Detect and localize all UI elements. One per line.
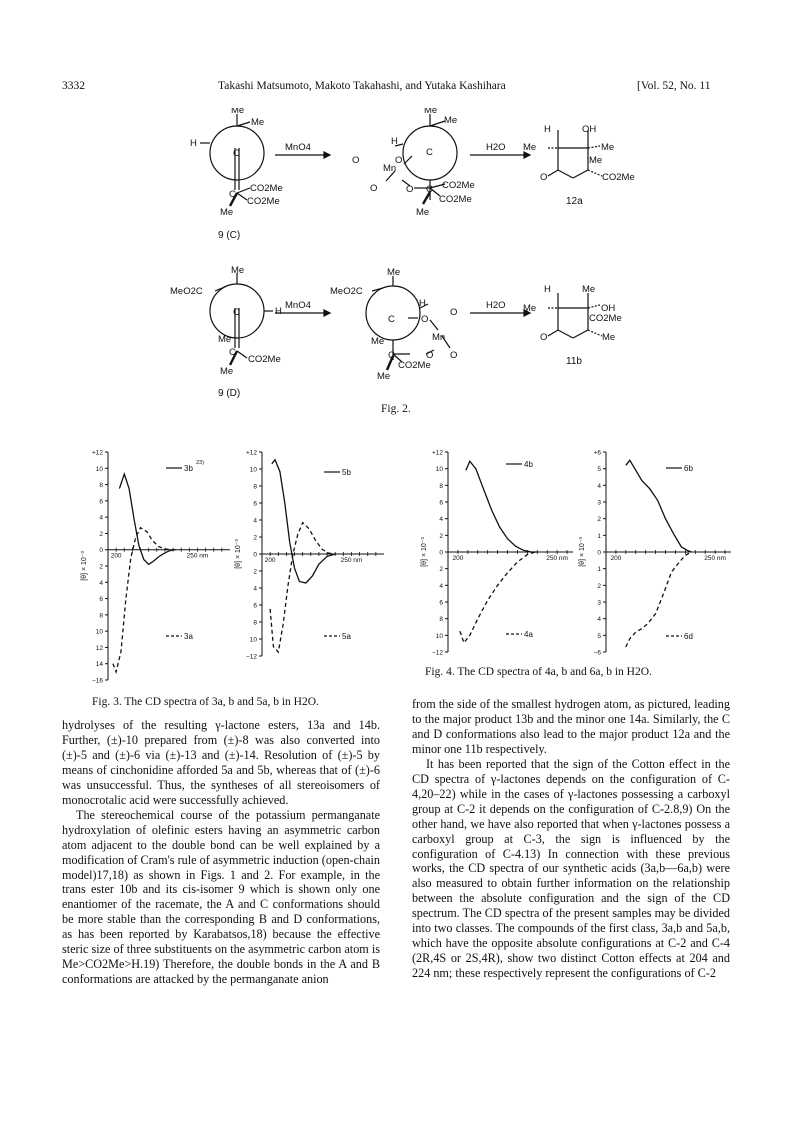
y-tick-label: 2 — [439, 532, 443, 540]
y-tick-label: 6 — [439, 499, 443, 507]
y-tick-label: 10 — [249, 466, 257, 474]
x-tick-label: 200 — [610, 555, 622, 562]
y-tick-label: 4 — [99, 514, 103, 522]
svg-text:Me: Me — [387, 267, 401, 278]
y-tick-label: 0 — [253, 551, 257, 559]
svg-text:O: O — [540, 332, 548, 343]
paragraph: It has been reported that the sign of the Cotton effect in the CD spectra of γ-lactones depends on the configuration of C-4,20–22) while in the cases of γ-lactones possessing a carboxyl group at C-2 it depends on the configuration of C-2.8,9) On the other hand, we have also reported that when γ-lactones possess a carboxyl group at C-3, the sign is influenced by the configuration of C-4.13) In connection with these previous works, the CD spectra of our synthetic acids (3a,b—6a,b) were also measured to obtain further information on the relationship between the absolute configuration and the sign of the CD spectrum. The CD spectra of the present samples may be divided into two classes. The compounds of the first class, 3a,b and 5a,b, which have the opposite absolute configurations at C-2 and C-4 (2R,4S or 2S,4R), show two distinct Cotton effects at 204 and 224 nm; these respectively represent the configurations of C-2 — [412, 756, 730, 981]
svg-text:Me: Me — [602, 332, 616, 343]
y-tick-label: 1 — [597, 532, 601, 540]
legend-label-5a: 5a — [342, 632, 351, 641]
cd-chart-5 — [232, 440, 392, 666]
svg-text:CO2Me: CO2Me — [442, 180, 475, 191]
svg-text:O: O — [406, 184, 414, 195]
y-tick-label: +6 — [593, 449, 601, 457]
y-tick-label: 3 — [597, 599, 601, 607]
svg-text:CO2Me: CO2Me — [589, 313, 622, 324]
x-tick-label: 250 nm — [704, 555, 726, 562]
svg-text:12a: 12a — [566, 196, 583, 207]
y-tick-label: 14 — [95, 661, 103, 669]
y-tick-label: 4 — [253, 585, 257, 593]
y-tick-label: 12 — [95, 644, 103, 652]
svg-text:Me: Me — [231, 265, 245, 276]
svg-text:H: H — [275, 306, 282, 317]
legend-label-3a: 3a — [184, 632, 193, 641]
svg-text:O: O — [395, 155, 403, 166]
svg-text:Me: Me — [218, 334, 232, 345]
y-tick-label: 4 — [439, 582, 443, 590]
legend-label-5b: 5b — [342, 468, 351, 477]
svg-text:H2O: H2O — [486, 142, 506, 153]
y-tick-label: 5 — [597, 632, 601, 640]
svg-text:Me: Me — [220, 207, 234, 218]
y-tick-label: 6 — [253, 602, 257, 610]
svg-text:MeO2C: MeO2C — [330, 286, 363, 297]
y-tick-label: +12 — [91, 449, 103, 457]
svg-text:O: O — [421, 314, 429, 325]
svg-text:CO2Me: CO2Me — [439, 194, 472, 205]
y-tick-label: 8 — [99, 612, 103, 620]
y-tick-label: 3 — [597, 499, 601, 507]
y-tick-label: 2 — [597, 582, 601, 590]
svg-text:9 (C): 9 (C) — [218, 230, 241, 241]
svg-text:9 (D): 9 (D) — [218, 388, 241, 399]
y-tick-label: 2 — [597, 516, 601, 524]
y-tick-label: 10 — [95, 465, 103, 473]
y-tick-label: 4 — [253, 517, 257, 525]
svg-text:O: O — [426, 350, 434, 361]
y-tick-label: 10 — [435, 632, 443, 640]
y-axis-label: [θ] × 10⁻³ — [579, 537, 586, 567]
running-head-volume: [Vol. 52, No. 11 — [637, 80, 711, 92]
y-tick-label: 0 — [597, 549, 601, 557]
svg-text:CO2Me: CO2Me — [398, 360, 431, 371]
svg-text:O: O — [352, 155, 360, 166]
cd-chart-6 — [576, 440, 736, 662]
right-column — [412, 697, 730, 981]
svg-text:C: C — [229, 189, 236, 200]
svg-text:11b: 11b — [566, 356, 582, 367]
y-tick-label: 2 — [439, 566, 443, 574]
y-tick-label: −12 — [245, 653, 257, 661]
y-tick-label: 6 — [439, 599, 443, 607]
svg-text:Me: Me — [589, 155, 603, 166]
figure-3-caption: Fig. 3. The CD spectra of 3a, b and 5a, b in H2O. — [92, 696, 319, 708]
paragraph: The stereochemical course of the potassium permanganate hydroxylation of olefinic esters having an asymmetric carbon atom adjacent to the double bond can be well explained by a modification of Cram's rule of asymmetric induction (open-chain model)17,18) as shown in Figs. 1 and 2. For example, in the trans ester 10b and its cis-isomer 9 which is shown only one enantiomer of the racemate, the A and C conformations should be more stable than the corresponding B and D conformations, as has been reported by Karabatsos,18) because the effective steric size of three substituents on the asymmetric carbon atom is Me>CO2Me>H.19) Therefore, the double bonds in the A and B conformations are attacked by the permanganate anion — [62, 807, 380, 987]
svg-text:C: C — [233, 307, 240, 318]
svg-text:Me: Me — [523, 303, 537, 314]
y-tick-label: −6 — [593, 649, 601, 657]
series-line-5a — [270, 523, 335, 653]
svg-text:MnO4: MnO4 — [285, 300, 311, 311]
svg-text:Mn: Mn — [383, 163, 397, 174]
svg-text:CO2Me: CO2Me — [602, 172, 635, 183]
svg-text:H: H — [190, 138, 197, 149]
y-tick-label: 8 — [99, 482, 103, 490]
y-tick-label: 8 — [253, 483, 257, 491]
y-tick-label: −12 — [431, 649, 443, 657]
y-tick-label: 4 — [597, 616, 601, 624]
y-tick-label: −16 — [91, 677, 103, 685]
svg-text:O: O — [450, 350, 458, 361]
svg-text:Me: Me — [377, 371, 391, 382]
legend-label-3b: 3b — [184, 464, 193, 473]
svg-text:H: H — [544, 124, 551, 135]
y-tick-label: 4 — [597, 482, 601, 490]
series-line-6b — [626, 460, 692, 552]
svg-text:H: H — [419, 298, 426, 309]
svg-text:O: O — [540, 172, 548, 183]
svg-text:CO2Me: CO2Me — [248, 354, 281, 365]
y-tick-label: 2 — [99, 563, 103, 571]
figure-2-scheme — [140, 108, 700, 423]
svg-text:Mn: Mn — [432, 332, 446, 343]
svg-text:C: C — [426, 184, 433, 195]
y-tick-label: 8 — [439, 616, 443, 624]
cd-chart-3 — [78, 440, 238, 690]
x-tick-label: 250 nm — [186, 552, 209, 560]
figure-2-caption: Fig. 2. — [381, 403, 411, 415]
y-tick-label: 0 — [99, 547, 103, 555]
y-tick-label: 10 — [249, 636, 257, 644]
x-tick-label: 200 — [110, 552, 122, 560]
svg-text:Me: Me — [582, 284, 596, 295]
x-tick-label: 250 nm — [340, 557, 363, 564]
y-tick-label: 0 — [439, 549, 443, 557]
paragraph: hydrolyses of the resulting γ-lactone esters, 13a and 14b. Further, (±)-10 prepared from (±)-8 was also converted into (±)-5 and (±)-6 via (±)-13 and (±)-14. Resolution of (±)-5 by means of cinchonidine afforded 5a and 5b, whereas that of (±)-6 was unsuccessful. Thus, the syntheses of all stereoisomers of monocrotalic acid were successfully achieved. — [62, 718, 380, 807]
svg-text:C: C — [229, 347, 236, 358]
y-tick-label: 2 — [253, 534, 257, 542]
svg-text:O: O — [370, 183, 378, 194]
svg-text:OH: OH — [582, 124, 597, 135]
legend-label-4b: 4b — [524, 460, 533, 469]
paragraph: from the side of the smallest hydrogen atom, as pictured, leading to the major product 13b and the minor one 14a. Similarly, the C and D conformations also lead to the major product 12a and the minor one 11b respectively. — [412, 697, 730, 756]
svg-text:Me: Me — [444, 115, 458, 126]
y-tick-label: 2 — [253, 568, 257, 576]
svg-text:Me: Me — [371, 336, 385, 347]
y-tick-label: 10 — [435, 466, 443, 474]
y-tick-label: 1 — [597, 566, 601, 574]
running-head-authors: Takashi Matsumoto, Makoto Takahashi, and Yutaka Kashihara — [218, 80, 506, 92]
x-tick-label: 200 — [264, 557, 276, 564]
svg-text:MnO4: MnO4 — [285, 142, 311, 153]
svg-text:C: C — [388, 350, 395, 361]
y-tick-label: 4 — [99, 579, 103, 587]
series-line-6d — [626, 552, 692, 647]
svg-text:H: H — [391, 136, 398, 147]
legend-label-6d: 6d — [684, 632, 693, 641]
legend-label-6b: 6b — [684, 464, 693, 473]
x-tick-label: 250 nm — [546, 555, 568, 562]
y-axis-label: [θ] × 10⁻³ — [421, 537, 428, 567]
svg-text:Me: Me — [601, 142, 615, 153]
svg-text:C: C — [426, 147, 433, 158]
y-tick-label: +12 — [245, 449, 257, 457]
y-tick-label: 6 — [99, 596, 103, 604]
svg-text:CO2Me: CO2Me — [250, 183, 283, 194]
svg-text:Me: Me — [424, 108, 438, 116]
y-tick-label: 2 — [99, 530, 103, 538]
figure-4-caption: Fig. 4. The CD spectra of 4a, b and 6a, b in H2O. — [425, 666, 652, 678]
y-axis-label: [θ] × 10⁻³ — [81, 551, 88, 581]
svg-text:O: O — [450, 307, 458, 318]
x-tick-label: 200 — [452, 555, 464, 562]
y-tick-label: 6 — [253, 500, 257, 508]
svg-text:OH: OH — [601, 303, 616, 314]
cd-chart-4 — [418, 440, 578, 662]
y-tick-label: 4 — [439, 516, 443, 524]
svg-text:Me: Me — [416, 207, 430, 218]
svg-text:H: H — [544, 284, 551, 295]
left-column — [62, 718, 380, 987]
y-tick-label: +12 — [431, 449, 443, 457]
svg-text:Me: Me — [220, 366, 234, 377]
svg-text:Me: Me — [231, 108, 245, 116]
y-axis-label: [θ] × 10⁻³ — [235, 539, 242, 569]
svg-text:H2O: H2O — [486, 300, 506, 311]
svg-text:C: C — [388, 314, 395, 325]
y-tick-label: 10 — [95, 628, 103, 636]
svg-text:MeO2C: MeO2C — [170, 286, 203, 297]
y-tick-label: 8 — [439, 482, 443, 490]
legend-superscript: 23) — [196, 460, 204, 466]
legend-label-4a: 4a — [524, 630, 533, 639]
series-line-5b — [272, 460, 335, 583]
y-tick-label: 5 — [597, 466, 601, 474]
series-line-4b — [466, 461, 537, 552]
svg-text:Me: Me — [523, 142, 537, 153]
y-tick-label: 6 — [99, 498, 103, 506]
page-number: 3332 — [62, 80, 85, 92]
svg-text:C: C — [233, 148, 240, 159]
y-tick-label: 8 — [253, 619, 257, 627]
svg-text:CO2Me: CO2Me — [247, 196, 280, 207]
svg-text:Me: Me — [251, 117, 265, 128]
